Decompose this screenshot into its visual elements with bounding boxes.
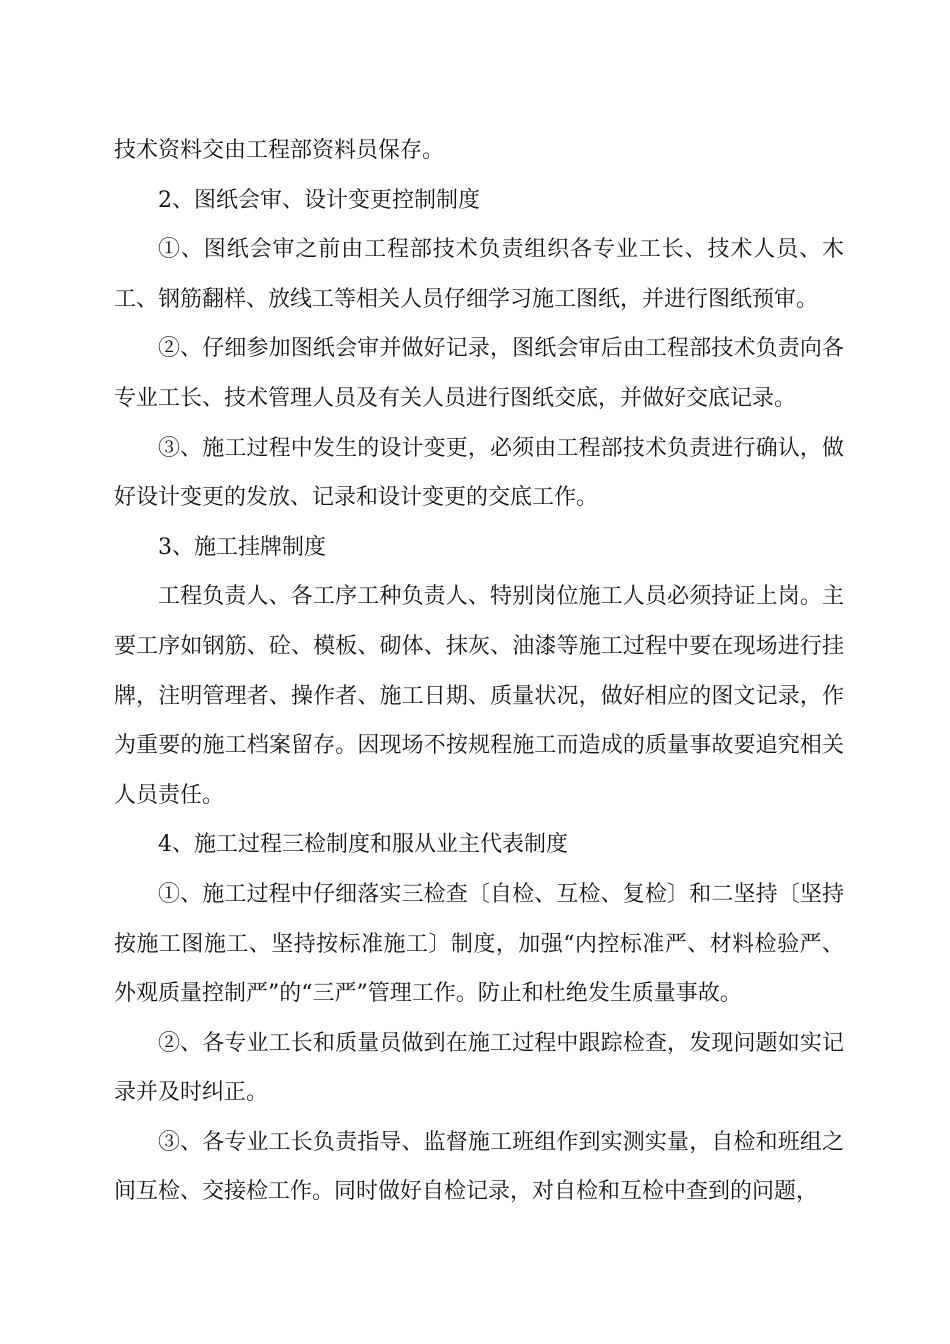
paragraph-4-3: ③、各专业工长负责指导、监督施工班组作到实测实量，自检和班组之间互检、交接检工作。同时做好自检记录，对自检和互检中查到的问题， — [114, 1129, 844, 1205]
section-heading-3: 3、施工挂牌制度 — [158, 534, 326, 560]
section-heading-2: 2、图纸会审、设计变更控制制度 — [158, 187, 480, 213]
document-body — [114, 126, 844, 1217]
paragraph-3-1: 工程负责人、各工序工种负责人、特别岗位施工人员必须持证上岗。主要工序如钢筋、砼、模板、砌体、抹灰、油漆等施工过程中要在现场进行挂牌，注明管理者、操作者、施工日期、质量状况，做好相应的图文记录，作为重要的施工档案留存。因现场不按规程施工而造成的质量事故要追究相关人员责任。 — [114, 584, 844, 808]
paragraph-continuation: 技术资料交由工程部资料员保存。 — [114, 138, 445, 163]
paragraph-4-1: ①、施工过程中仔细落实三检查〔自检、互检、复检〕和二坚持〔坚持按施工图施工、坚持按标准施工〕制度，加强“内控标准严、材料检验严、外观质量控制严”的“三严”管理工作。防止和杜绝发生质量事故。 — [114, 881, 844, 1007]
paragraph-2-2: ②、仔细参加图纸会审并做好记录，图纸会审后由工程部技术负责向各专业工长、技术管理人员及有关人员进行图纸交底，并做好交底记录。 — [114, 336, 844, 411]
paragraph-4-2: ②、各专业工长和质量员做到在施工过程中跟踪检查，发现问题如实记录并及时纠正。 — [114, 1030, 844, 1106]
paragraph-2-1: ①、图纸会审之前由工程部技术负责组织各专业工长、技术人员、木工、钢筋翻样、放线工等相关人员仔细学习施工图纸，并进行图纸预审。 — [114, 237, 844, 312]
paragraph-2-3: ③、施工过程中发生的设计变更，必须由工程部技术负责进行确认，做好设计变更的发放、记录和设计变更的交底工作。 — [114, 435, 844, 511]
section-heading-4: 4、施工过程三检制度和服从业主代表制度 — [158, 832, 568, 858]
